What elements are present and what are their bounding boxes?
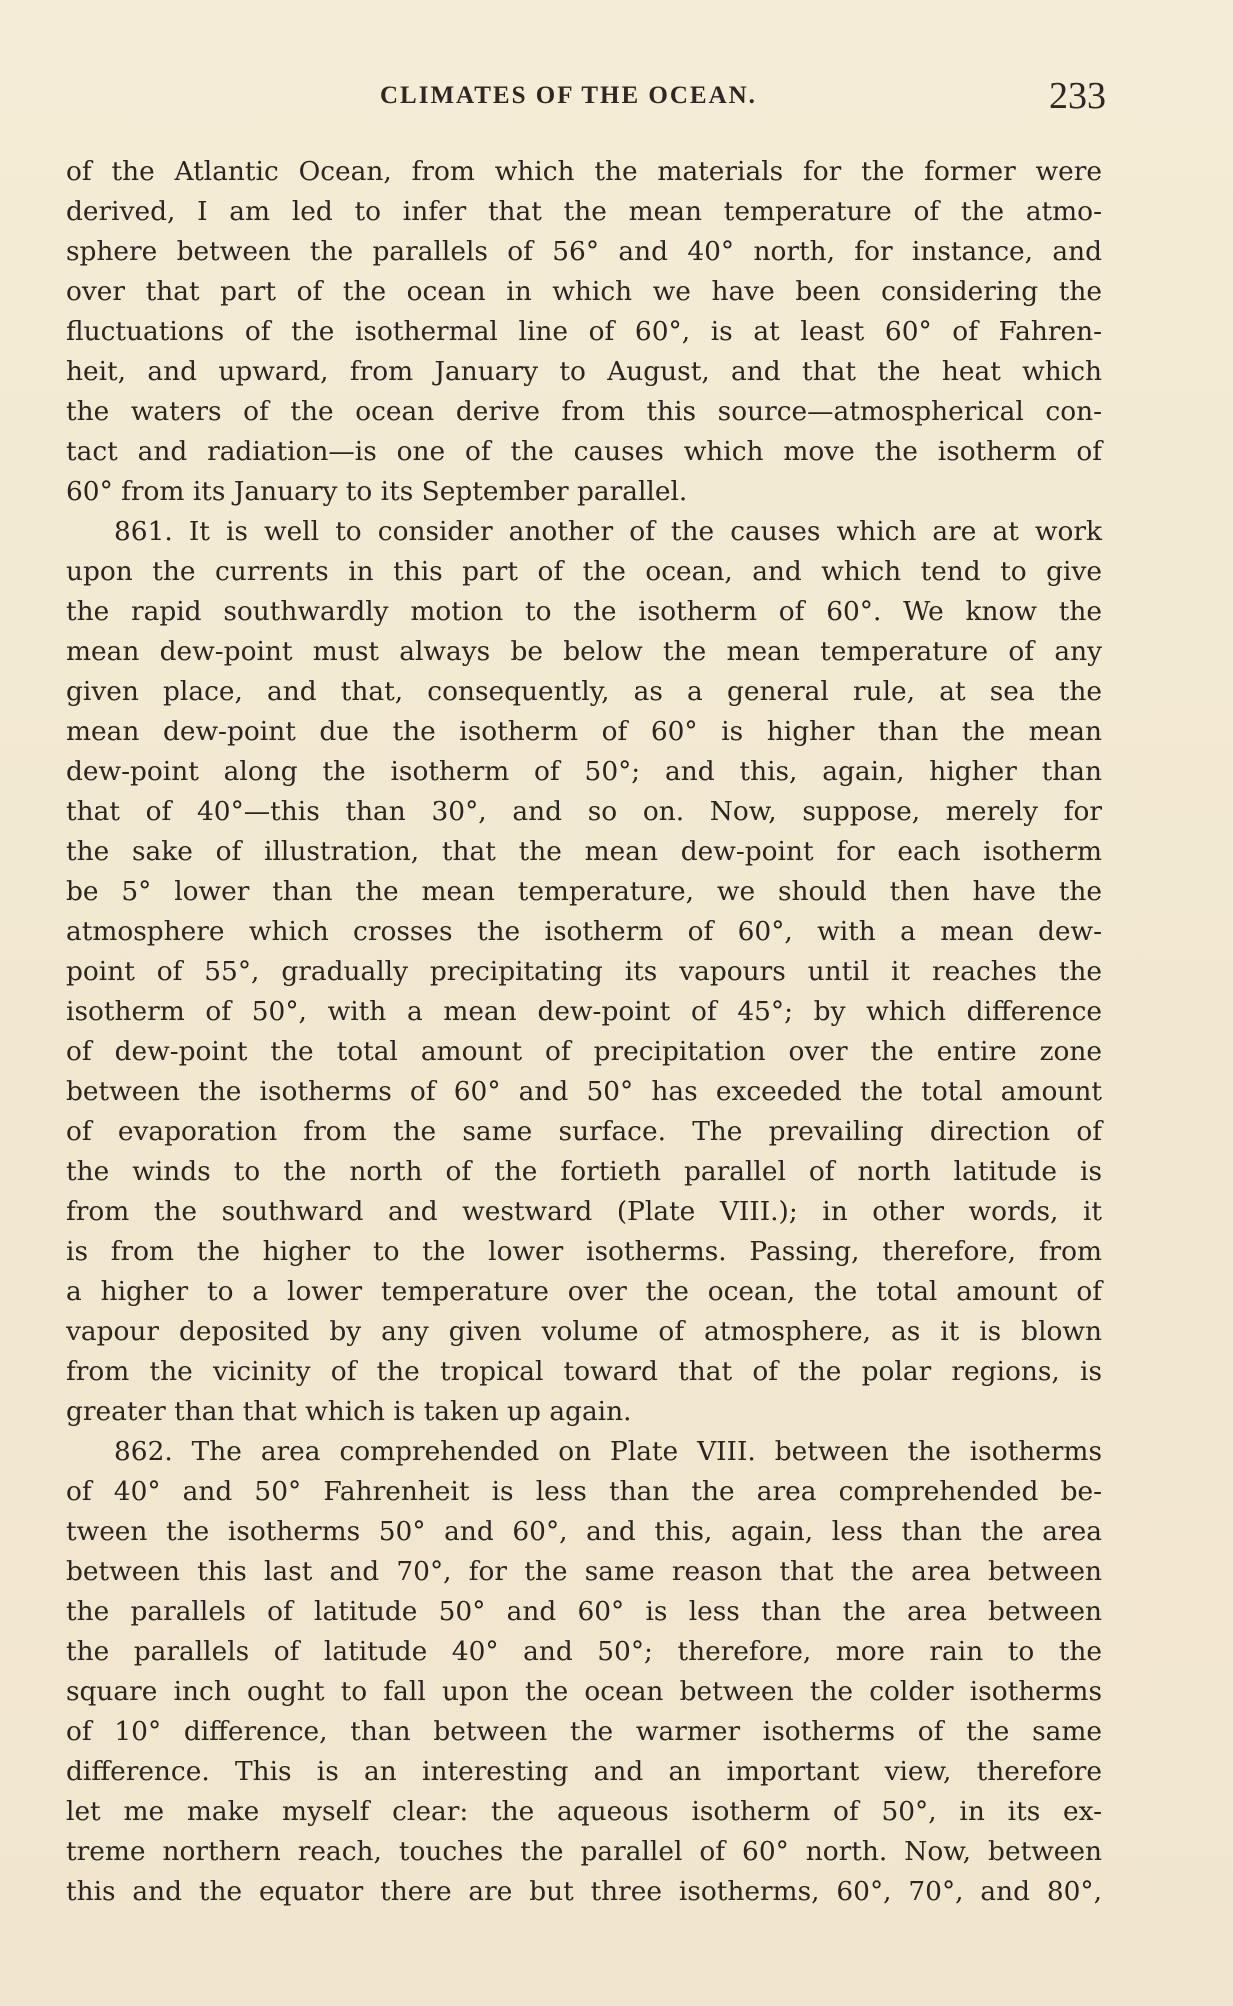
text-line: dew-point along the isotherm of 50°; and this, again, higher than (66, 756, 1102, 787)
text-line: difference. This is an interesting and an important view, therefore (66, 1756, 1102, 1787)
text-line: of dew-point the total amount of precipitation over the entire zone (66, 1036, 1102, 1067)
running-head (0, 74, 1233, 124)
text-line: the winds to the north of the fortieth parallel of north latitude is (66, 1156, 1102, 1187)
text-line: of the Atlantic Ocean, from which the materials for the former were (66, 156, 1102, 187)
text-line: be 5° lower than the mean temperature, we should then have the (66, 876, 1102, 907)
body-text (66, 152, 1102, 1912)
text-line: from the vicinity of the tropical toward that of the polar regions, is (66, 1356, 1102, 1387)
text-line: is from the higher to the lower isotherms. Passing, therefore, from (66, 1236, 1102, 1267)
text-line: tact and radiation—is one of the causes which move the isotherm of (66, 436, 1102, 467)
text-line: fluctuations of the isothermal line of 60°, is at least 60° of Fahren- (66, 316, 1102, 347)
text-line: isotherm of 50°, with a mean dew-point of 45°; by which difference (66, 996, 1102, 1027)
text-line: mean dew-point due the isotherm of 60° is higher than the mean (66, 716, 1102, 747)
text-line: between this last and 70°, for the same reason that the area between (66, 1556, 1102, 1587)
text-line: atmosphere which crosses the isotherm of 60°, with a mean dew- (66, 916, 1102, 947)
paragraph-861-start: 861. It is well to consider another of the causes which are at work (114, 516, 1102, 547)
text-line: upon the currents in this part of the ocean, and which tend to give (66, 556, 1102, 587)
paragraph-862-start: 862. The area comprehended on Plate VIII. between the isotherms (114, 1436, 1102, 1467)
text-line: over that part of the ocean in which we have been considering the (66, 276, 1102, 307)
running-title: CLIMATES OF THE OCEAN. (380, 82, 757, 109)
text-line: of 10° difference, than between the warmer isotherms of the same (66, 1716, 1102, 1747)
text-line: between the isotherms of 60° and 50° has exceeded the total amount (66, 1076, 1102, 1107)
text-line: of evaporation from the same surface. The prevailing direction of (66, 1116, 1102, 1147)
text-line: sphere between the parallels of 56° and 40° north, for instance, and (66, 236, 1102, 267)
text-line: treme northern reach, touches the parallel of 60° north. Now, between (66, 1836, 1102, 1867)
text-line: tween the isotherms 50° and 60°, and this, again, less than the area (66, 1516, 1102, 1547)
text-line: of 40° and 50° Fahrenheit is less than the area comprehended be- (66, 1476, 1102, 1507)
text-line: square inch ought to fall upon the ocean between the colder isotherms (66, 1676, 1102, 1707)
text-line: vapour deposited by any given volume of atmosphere, as it is blown (66, 1316, 1102, 1347)
text-line: a higher to a lower temperature over the ocean, the total amount of (66, 1276, 1102, 1307)
text-line: greater than that which is taken up again. (66, 1396, 632, 1427)
text-line: from the southward and westward (Plate VIII.); in other words, it (66, 1196, 1102, 1227)
page-number: 233 (1049, 75, 1106, 117)
text-line: 60° from its January to its September parallel. (66, 476, 688, 507)
text-line: heit, and upward, from January to August, and that the heat which (66, 356, 1102, 387)
text-line: the sake of illustration, that the mean dew-point for each isotherm (66, 836, 1102, 867)
text-line: mean dew-point must always be below the mean temperature of any (66, 636, 1102, 667)
text-line: the rapid southwardly motion to the isotherm of 60°. We know the (66, 596, 1102, 627)
text-line: given place, and that, consequently, as a general rule, at sea the (66, 676, 1102, 707)
text-line: this and the equator there are but three isotherms, 60°, 70°, and 80°, (66, 1876, 1102, 1907)
text-line: the waters of the ocean derive from this source—atmospherical con- (66, 396, 1102, 427)
text-line: let me make myself clear: the aqueous isotherm of 50°, in its ex- (66, 1796, 1102, 1827)
text-line: derived, I am led to infer that the mean temperature of the atmo- (66, 196, 1102, 227)
text-line: point of 55°, gradually precipitating its vapours until it reaches the (66, 956, 1102, 987)
text-line: the parallels of latitude 50° and 60° is less than the area between (66, 1596, 1102, 1627)
text-line: the parallels of latitude 40° and 50°; therefore, more rain to the (66, 1636, 1102, 1667)
text-line: that of 40°—this than 30°, and so on. Now, suppose, merely for (66, 796, 1102, 827)
